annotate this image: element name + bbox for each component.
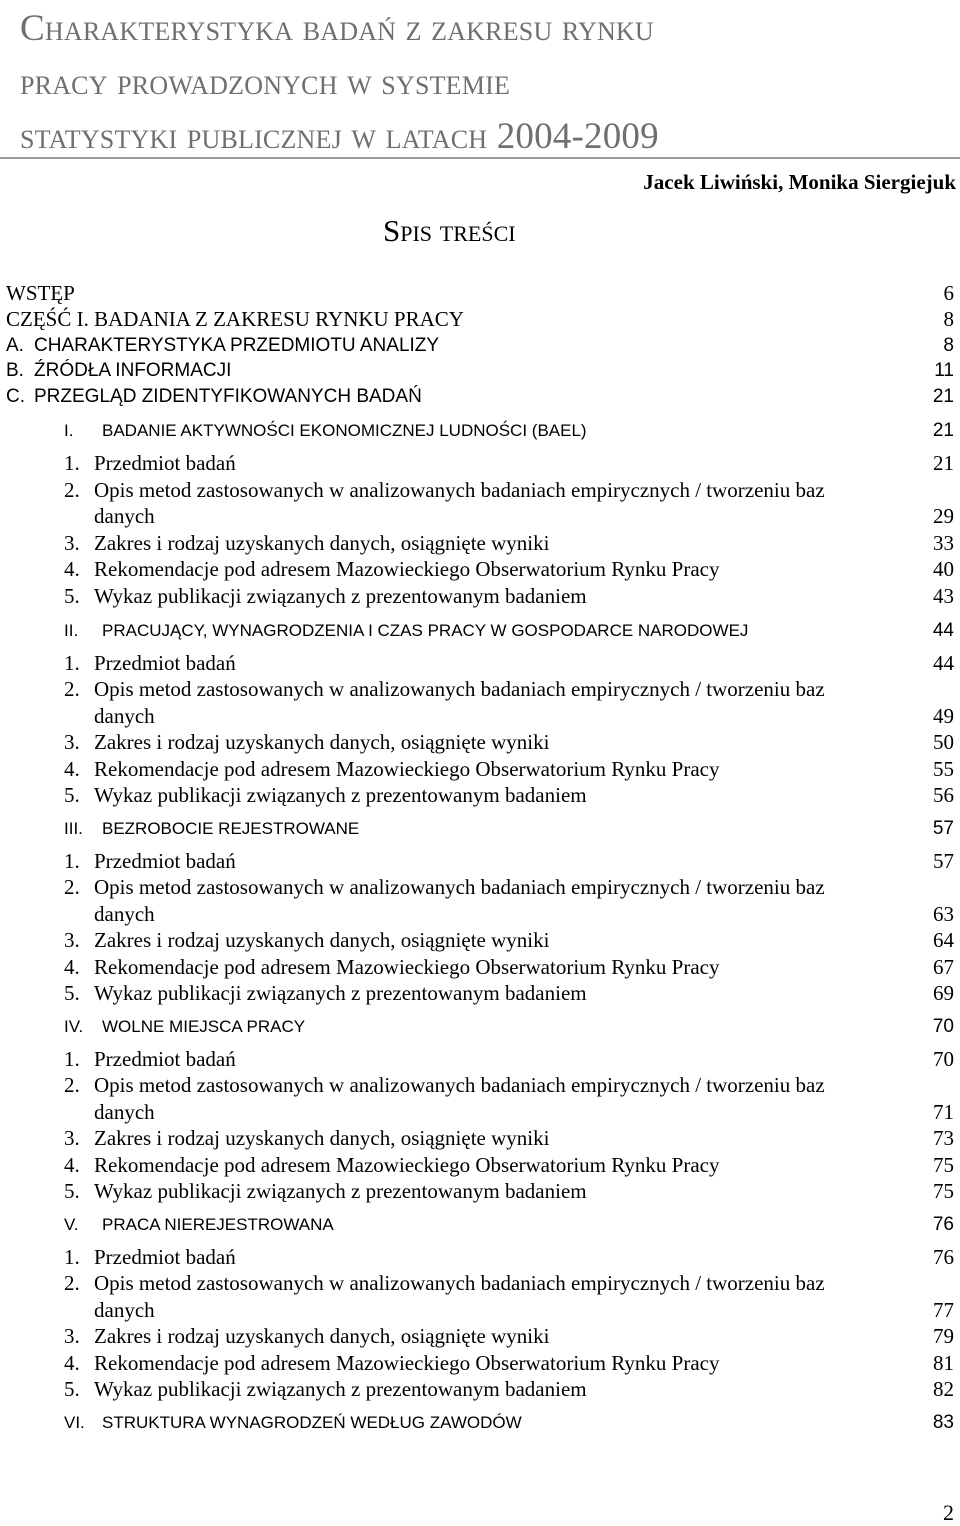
toc-entry-title: BADANIE AKTYWNOŚCI EKONOMICZNEJ LUDNOŚCI (BAEL) [102,421,587,440]
toc-entry-number: IV. [64,1017,84,1036]
toc-entry-page: 70 [932,1016,954,1037]
toc-entry-title: Opis metod zastosowanych w analizowanych badaniach empirycznych / tworzeniu baz [94,1271,825,1295]
authors: Jacek Liwiński, Monika Siergiejuk [643,170,956,194]
toc-entry[interactable] [0,1152,960,1179]
toc-entry-page: 57 [933,849,954,873]
toc-entry-page: 56 [933,783,954,807]
toc-entry[interactable] [0,450,960,477]
toc-entry-page: 33 [933,531,954,555]
toc-entry-number: I. [64,421,74,440]
toc-entry-number: C. [6,386,25,407]
toc-entry-title: STRUKTURA WYNAGRODZEŃ WEDŁUG ZAWODÓW [102,1413,522,1432]
toc-entry-page: 43 [933,584,954,608]
toc-entry-page: 44 [933,651,954,675]
toc-entry-number: II. [64,621,79,640]
title-line: Charakterystyka badań z zakresu rynku [20,8,654,49]
toc-entry-number: 2. [64,478,80,502]
toc-entry-title: Przedmiot badań [94,1245,236,1269]
toc-entry-number: 5. [64,1179,80,1203]
toc-entry[interactable] [0,874,960,901]
toc-entry-number: 2. [64,1073,80,1097]
toc-entry-page: 29 [933,504,954,528]
toc-entry-page: 75 [933,1153,954,1177]
toc-entry-page: 8 [943,335,954,356]
toc-entry[interactable] [0,417,960,444]
toc-entry[interactable] [0,1297,960,1324]
toc-entry[interactable] [0,530,960,557]
toc-entry-number: 4. [64,955,80,979]
toc-entry-page: 75 [933,1179,954,1203]
toc-entry[interactable] [0,650,960,677]
toc-entry-title: Opis metod zastosowanych w analizowanych badaniach empirycznych / tworzeniu baz [94,677,825,701]
toc-entry-page: 44 [932,620,954,641]
toc-entry-page: 8 [943,307,954,331]
toc-entry-page: 21 [932,386,954,407]
toc-entry-title: PRZEGLĄD ZIDENTYFIKOWANYCH BADAŃ [34,386,422,407]
toc-entry[interactable] [0,1270,960,1297]
toc-entry-title: WOLNE MIEJSCA PRACY [102,1017,306,1036]
toc-entry[interactable] [0,729,960,756]
toc-entry-page: 70 [933,1047,954,1071]
toc-entry-page: 21 [932,420,954,441]
toc-entry[interactable] [0,1099,960,1126]
toc-entry[interactable] [0,1046,960,1073]
toc-entry[interactable] [0,815,960,842]
toc-entry[interactable] [0,848,960,875]
toc-entry-page: 71 [933,1100,954,1124]
toc-entry-number: 1. [64,451,80,475]
toc-entry-title: Wykaz publikacji związanych z prezentowanym badaniem [94,981,587,1005]
toc-entry[interactable] [0,503,960,530]
toc-entry-title: Rekomendacje pod adresem Mazowieckiego Obserwatorium Rynku Pracy [94,757,720,781]
toc-entry-title: PRACUJĄCY, WYNAGRODZENIA I CZAS PRACY W GOSPODARCE NARODOWEJ [102,621,749,640]
toc-entry[interactable] [0,1323,960,1350]
toc-entry-page: 76 [933,1245,954,1269]
toc-entry-page: 11 [934,360,954,381]
toc-entry-number: 1. [64,651,80,675]
toc-entry-title: Opis metod zastosowanych w analizowanych badaniach empirycznych / tworzeniu baz [94,478,825,502]
toc-entry-page: 67 [933,955,954,979]
toc-heading: Spis treści [383,213,516,248]
toc-entry-number: 4. [64,1351,80,1375]
toc-entry-title: Zakres i rodzaj uzyskanych danych, osiągnięte wyniki [94,730,550,754]
toc-entry[interactable] [0,583,960,610]
toc-entry-title: danych [94,1298,155,1322]
toc-entry-page: 81 [933,1351,954,1375]
toc-entry-number: 2. [64,1271,80,1295]
toc-entry-number: 4. [64,557,80,581]
toc-entry-number: 3. [64,928,80,952]
toc-entry-number: 2. [64,875,80,899]
title-line: pracy prowadzonych w systemie [20,62,511,103]
toc-entry[interactable] [0,1409,960,1436]
toc-entry-page: 64 [933,928,954,952]
toc-entry-number: 3. [64,730,80,754]
page-number: 2 [943,1500,954,1525]
toc-entry[interactable] [0,676,960,703]
toc-entry-title: Przedmiot badań [94,651,236,675]
toc-entry-page: 55 [933,757,954,781]
toc-entry-title: BEZROBOCIE REJESTROWANE [102,819,360,838]
toc-entry-number: 1. [64,1047,80,1071]
toc-entry-number: 1. [64,849,80,873]
toc-entry-page: 49 [933,704,954,728]
toc-entry-page: 77 [933,1298,954,1322]
toc-entry-page: 76 [932,1214,954,1235]
toc-entry-number: 4. [64,1153,80,1177]
toc-entry-page: 69 [933,981,954,1005]
toc-entry-title: Przedmiot badań [94,1047,236,1071]
toc-entry[interactable] [0,357,960,384]
toc-entry[interactable] [0,1013,960,1040]
toc-entry-title: danych [94,704,155,728]
toc-entry-title: Przedmiot badań [94,451,236,475]
toc-entry[interactable] [0,280,960,307]
toc-entry-page: 73 [933,1126,954,1150]
toc-entry-title: Przedmiot badań [94,849,236,873]
toc-entry-title: Wykaz publikacji związanych z prezentowanym badaniem [94,783,587,807]
toc-entry-title: Wykaz publikacji związanych z prezentowanym badaniem [94,1179,587,1203]
toc-entry-title: Wykaz publikacji związanych z prezentowanym badaniem [94,584,587,608]
toc-entry-title: CHARAKTERYSTYKA PRZEDMIOTU ANALIZY [34,335,440,356]
title-divider [0,157,960,159]
toc-entry-title: Rekomendacje pod adresem Mazowieckiego Obserwatorium Rynku Pracy [94,955,720,979]
toc-entry[interactable] [0,383,960,410]
toc-entry-title: PRACA NIEREJESTROWANA [102,1215,334,1234]
toc-entry-number: 1. [64,1245,80,1269]
toc-entry-number: 5. [64,584,80,608]
toc-entry[interactable] [0,901,960,928]
toc-entry[interactable] [0,1125,960,1152]
toc-entry[interactable] [0,556,960,583]
toc-entry-page: 63 [933,902,954,926]
toc-entry-number: 3. [64,1126,80,1150]
toc-entry-page: 21 [933,451,954,475]
toc-entry-title: danych [94,1100,155,1124]
toc-entry[interactable] [0,306,960,333]
toc-entry-title: CZĘŚĆ I. BADANIA Z ZAKRESU RYNKU PRACY [6,307,464,331]
toc-entry-title: Opis metod zastosowanych w analizowanych badaniach empirycznych / tworzeniu baz [94,875,825,899]
toc-entry[interactable] [0,1350,960,1377]
toc-entry-title: Rekomendacje pod adresem Mazowieckiego Obserwatorium Rynku Pracy [94,557,720,581]
toc-entry-title: Zakres i rodzaj uzyskanych danych, osiągnięte wyniki [94,531,550,555]
toc-entry-page: 79 [933,1324,954,1348]
toc-entry-title: danych [94,504,155,528]
toc-entry-number: 4. [64,757,80,781]
toc-entry[interactable] [0,1072,960,1099]
toc-entry[interactable] [0,617,960,644]
toc-entry-page: 50 [933,730,954,754]
toc-entry-page: 6 [943,281,954,305]
toc-entry-number: 5. [64,1377,80,1401]
toc-entry-number: VI. [64,1413,85,1432]
toc-entry-page: 40 [933,557,954,581]
toc-entry-page: 82 [933,1377,954,1401]
toc-entry[interactable] [0,927,960,954]
toc-entry[interactable] [0,332,960,359]
title-line: statystyki publicznej w latach 2004-2009 [20,116,659,157]
toc-entry-number: 5. [64,981,80,1005]
toc-entry-page: 57 [932,818,954,839]
toc-entry[interactable] [0,782,960,809]
toc-entry-title: Zakres i rodzaj uzyskanych danych, osiągnięte wyniki [94,1126,550,1150]
toc-entry-number: 3. [64,1324,80,1348]
document-title [20,2,950,164]
toc-entry-title: Wykaz publikacji związanych z prezentowanym badaniem [94,1377,587,1401]
toc-entry[interactable] [0,980,960,1007]
toc-entry-title: Zakres i rodzaj uzyskanych danych, osiągnięte wyniki [94,1324,550,1348]
toc-entry-title: danych [94,902,155,926]
toc-entry-title: Zakres i rodzaj uzyskanych danych, osiągnięte wyniki [94,928,550,952]
toc-entry[interactable] [0,703,960,730]
toc-entry-title: WSTĘP [6,281,75,305]
toc-entry-number: 5. [64,783,80,807]
toc-entry-number: III. [64,819,83,838]
toc-entry-title: Opis metod zastosowanych w analizowanych badaniach empirycznych / tworzeniu baz [94,1073,825,1097]
toc-entry[interactable] [0,1211,960,1238]
toc-entry-number: 3. [64,531,80,555]
toc-entry[interactable] [0,1178,960,1205]
toc-entry[interactable] [0,954,960,981]
toc-entry[interactable] [0,477,960,504]
toc-entry-title: Rekomendacje pod adresem Mazowieckiego Obserwatorium Rynku Pracy [94,1153,720,1177]
toc-entry-page: 83 [932,1412,954,1433]
toc-entry-number: 2. [64,677,80,701]
toc-entry[interactable] [0,1244,960,1271]
toc-entry-title: ŹRÓDŁA INFORMACJI [34,360,232,381]
toc-entry-title: Rekomendacje pod adresem Mazowieckiego Obserwatorium Rynku Pracy [94,1351,720,1375]
toc-entry[interactable] [0,1376,960,1403]
toc-entry[interactable] [0,756,960,783]
toc-entry-number: V. [64,1215,79,1234]
toc-entry-number: B. [6,360,24,381]
toc-entry-number: A. [6,335,24,356]
